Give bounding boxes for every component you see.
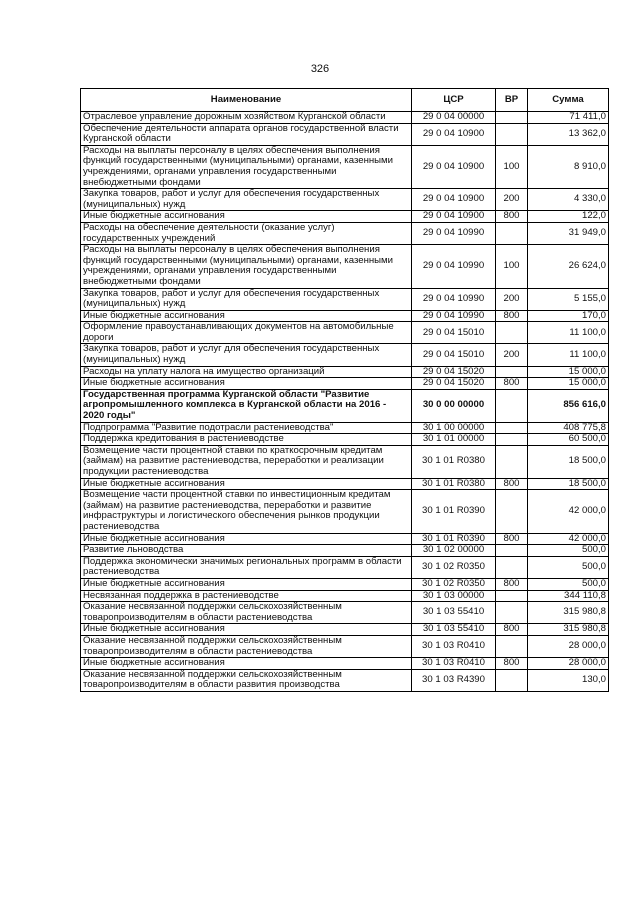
row-csr: 30 1 01 R0390 [412, 533, 496, 545]
row-csr: 30 1 02 00000 [412, 545, 496, 557]
row-name: Расходы на выплаты персоналу в целях обеспечения выполнения функций государственными (муниципальными) органами, казенными учреждениями, органами управления государственными внебюджетными фондами [81, 145, 412, 188]
row-csr: 30 1 03 55410 [412, 602, 496, 624]
row-csr: 29 0 04 10900 [412, 189, 496, 211]
row-vr [496, 389, 528, 422]
row-name: Подпрограмма "Развитие подотрасли растениеводства" [81, 422, 412, 434]
row-sum: 856 616,0 [528, 389, 609, 422]
row-sum: 26 624,0 [528, 245, 609, 288]
table-header-row [81, 89, 609, 112]
row-csr: 30 1 03 R4390 [412, 669, 496, 691]
table-row [81, 545, 609, 557]
table-row [81, 366, 609, 378]
row-csr: 30 1 02 R0350 [412, 556, 496, 578]
row-csr: 30 1 01 R0380 [412, 445, 496, 478]
table-row [81, 635, 609, 657]
budget-table [80, 88, 609, 692]
row-csr: 30 1 01 00000 [412, 434, 496, 446]
table-row [81, 378, 609, 390]
header-sum: Сумма [528, 89, 609, 112]
row-csr: 30 1 03 00000 [412, 590, 496, 602]
row-sum: 130,0 [528, 669, 609, 691]
row-sum: 315 980,8 [528, 602, 609, 624]
row-name: Оказание несвязанной поддержки сельскохозяйственным товаропроизводителям в области растениеводства [81, 635, 412, 657]
row-vr [496, 434, 528, 446]
table-row [81, 422, 609, 434]
row-vr [496, 602, 528, 624]
row-csr: 30 0 00 00000 [412, 389, 496, 422]
row-sum: 42 000,0 [528, 533, 609, 545]
row-name: Развитие льноводства [81, 545, 412, 557]
table-row [81, 211, 609, 223]
row-sum: 28 000,0 [528, 658, 609, 670]
row-vr: 800 [496, 310, 528, 322]
row-csr: 30 1 02 R0350 [412, 578, 496, 590]
row-csr: 29 0 04 15010 [412, 344, 496, 366]
header-vr: ВР [496, 89, 528, 112]
row-vr: 800 [496, 478, 528, 490]
row-name: Иные бюджетные ассигнования [81, 624, 412, 636]
row-name: Расходы на выплаты персоналу в целях обеспечения выполнения функций государственными (муниципальными) органами, казенными учреждениями, органами управления государственными внебюджетными фондами [81, 245, 412, 288]
row-csr: 30 1 03 R0410 [412, 658, 496, 670]
page-number: 326 [310, 63, 330, 75]
row-name: Иные бюджетные ассигнования [81, 211, 412, 223]
row-name: Закупка товаров, работ и услуг для обеспечения государственных (муниципальных) нужд [81, 344, 412, 366]
table-row [81, 602, 609, 624]
row-vr: 200 [496, 344, 528, 366]
row-name: Обеспечение деятельности аппарата органов государственной власти Курганской области [81, 123, 412, 145]
table-row [81, 533, 609, 545]
row-sum: 42 000,0 [528, 490, 609, 533]
table-row [81, 578, 609, 590]
table-row [81, 658, 609, 670]
row-vr: 200 [496, 189, 528, 211]
row-csr: 29 0 04 10900 [412, 123, 496, 145]
table-row [81, 478, 609, 490]
row-vr [496, 123, 528, 145]
row-sum: 408 775,8 [528, 422, 609, 434]
row-name: Несвязанная поддержка в растениеводстве [81, 590, 412, 602]
row-vr [496, 112, 528, 124]
table-row [81, 123, 609, 145]
row-sum: 28 000,0 [528, 635, 609, 657]
row-csr: 30 1 00 00000 [412, 422, 496, 434]
row-vr: 100 [496, 145, 528, 188]
row-csr: 29 0 04 15010 [412, 322, 496, 344]
row-csr: 30 1 01 R0390 [412, 490, 496, 533]
table-row [81, 145, 609, 188]
row-name: Поддержка экономически значимых региональных программ в области растениеводства [81, 556, 412, 578]
row-sum: 500,0 [528, 578, 609, 590]
row-sum: 15 000,0 [528, 366, 609, 378]
row-name: Иные бюджетные ассигнования [81, 310, 412, 322]
table-row [81, 490, 609, 533]
table-row [81, 112, 609, 124]
row-sum: 11 100,0 [528, 344, 609, 366]
header-name: Наименование [81, 89, 412, 112]
row-sum: 344 110,8 [528, 590, 609, 602]
row-name: Отраслевое управление дорожным хозяйством Курганской области [81, 112, 412, 124]
row-sum: 15 000,0 [528, 378, 609, 390]
row-sum: 4 330,0 [528, 189, 609, 211]
row-vr: 800 [496, 378, 528, 390]
row-vr: 100 [496, 245, 528, 288]
table-row [81, 322, 609, 344]
row-sum: 500,0 [528, 545, 609, 557]
row-name: Оформление правоустанавливающих документов на автомобильные дороги [81, 322, 412, 344]
row-sum: 5 155,0 [528, 288, 609, 310]
row-name: Возмещение части процентной ставки по инвестиционным кредитам (займам) на развитие растениеводства, переработки и развитие инфраструктуры и логистического обеспечения рынков продукции растениеводства [81, 490, 412, 533]
row-sum: 31 949,0 [528, 222, 609, 244]
row-csr: 30 1 01 R0380 [412, 478, 496, 490]
row-vr [496, 590, 528, 602]
row-csr: 30 1 03 R0410 [412, 635, 496, 657]
row-vr: 800 [496, 533, 528, 545]
table-row [81, 590, 609, 602]
table-row [81, 344, 609, 366]
row-vr [496, 366, 528, 378]
row-vr [496, 322, 528, 344]
row-csr: 29 0 04 10900 [412, 211, 496, 223]
row-sum: 500,0 [528, 556, 609, 578]
row-csr: 29 0 04 10990 [412, 245, 496, 288]
table-row [81, 389, 609, 422]
row-csr: 29 0 04 10990 [412, 288, 496, 310]
row-sum: 122,0 [528, 211, 609, 223]
table-row [81, 288, 609, 310]
row-vr [496, 669, 528, 691]
row-name: Оказание несвязанной поддержки сельскохозяйственным товаропроизводителям в области растениеводства [81, 602, 412, 624]
row-sum: 18 500,0 [528, 445, 609, 478]
row-vr [496, 545, 528, 557]
row-name: Оказание несвязанной поддержки сельскохозяйственным товаропроизводителям в области развития производства [81, 669, 412, 691]
table-row [81, 189, 609, 211]
row-sum: 13 362,0 [528, 123, 609, 145]
row-name: Закупка товаров, работ и услуг для обеспечения государственных (муниципальных) нужд [81, 288, 412, 310]
header-csr: ЦСР [412, 89, 496, 112]
row-vr: 800 [496, 211, 528, 223]
row-csr: 29 0 04 00000 [412, 112, 496, 124]
row-name: Иные бюджетные ассигнования [81, 378, 412, 390]
row-name: Расходы на обеспечение деятельности (оказание услуг) государственных учреждений [81, 222, 412, 244]
row-name: Иные бюджетные ассигнования [81, 533, 412, 545]
table-row [81, 222, 609, 244]
table-row [81, 245, 609, 288]
row-vr [496, 445, 528, 478]
row-vr [496, 422, 528, 434]
row-vr [496, 490, 528, 533]
row-name: Государственная программа Курганской области "Развитие агропромышленного комплекса в Курганской области на 2016 - 2020 годы" [81, 389, 412, 422]
row-vr: 200 [496, 288, 528, 310]
row-name: Иные бюджетные ассигнования [81, 658, 412, 670]
row-name: Закупка товаров, работ и услуг для обеспечения государственных (муниципальных) нужд [81, 189, 412, 211]
table-row [81, 669, 609, 691]
row-csr: 29 0 04 10990 [412, 310, 496, 322]
row-csr: 29 0 04 15020 [412, 378, 496, 390]
table-body [81, 112, 609, 692]
row-sum: 315 980,8 [528, 624, 609, 636]
row-name: Иные бюджетные ассигнования [81, 478, 412, 490]
row-csr: 30 1 03 55410 [412, 624, 496, 636]
row-vr: 800 [496, 578, 528, 590]
row-sum: 71 411,0 [528, 112, 609, 124]
row-sum: 18 500,0 [528, 478, 609, 490]
row-csr: 29 0 04 10990 [412, 222, 496, 244]
row-csr: 29 0 04 15020 [412, 366, 496, 378]
row-name: Поддержка кредитования в растениеводстве [81, 434, 412, 446]
table-row [81, 556, 609, 578]
row-sum: 8 910,0 [528, 145, 609, 188]
table-row [81, 434, 609, 446]
row-name: Иные бюджетные ассигнования [81, 578, 412, 590]
row-sum: 60 500,0 [528, 434, 609, 446]
row-vr: 800 [496, 624, 528, 636]
row-name: Расходы на уплату налога на имущество организаций [81, 366, 412, 378]
row-vr: 800 [496, 658, 528, 670]
row-vr [496, 222, 528, 244]
table-row [81, 310, 609, 322]
row-sum: 170,0 [528, 310, 609, 322]
row-sum: 11 100,0 [528, 322, 609, 344]
row-vr [496, 635, 528, 657]
table-row [81, 624, 609, 636]
row-csr: 29 0 04 10900 [412, 145, 496, 188]
row-name: Возмещение части процентной ставки по краткосрочным кредитам (займам) на развитие растениеводства, переработки и реализации продукции растениеводства [81, 445, 412, 478]
row-vr [496, 556, 528, 578]
table-row [81, 445, 609, 478]
